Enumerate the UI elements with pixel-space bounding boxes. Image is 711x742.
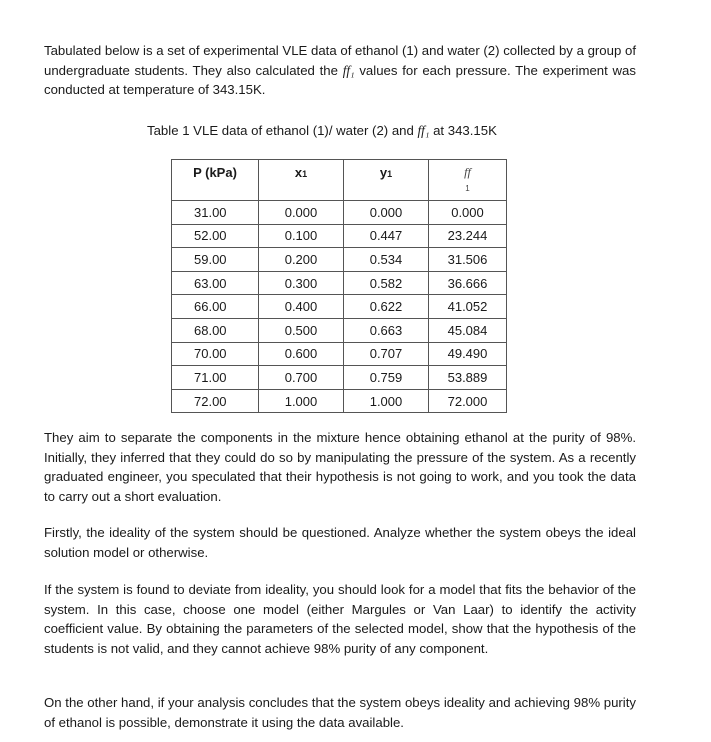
table-row	[172, 224, 507, 248]
cell-x1: 0.700	[259, 366, 344, 390]
header-y1-symbol: y	[379, 165, 388, 180]
table-row	[172, 342, 507, 366]
table-row	[172, 366, 507, 390]
cell-y1: 0.663	[344, 318, 429, 342]
cell-x1: 0.000	[259, 201, 344, 225]
cell-pressure: 52.00	[172, 224, 259, 248]
intro-text-after: values for each pressure. The experiment was conducted at temperature of 343.15K.	[44, 62, 636, 97]
table-caption	[147, 123, 497, 139]
caption-text-after: at 343.15K	[429, 123, 497, 138]
cell-pressure: 70.00	[172, 342, 259, 366]
cell-pressure: 68.00	[172, 318, 259, 342]
cell-ff1: 49.490	[429, 342, 507, 366]
caption-ff-symbol: ff₁	[417, 123, 430, 138]
cell-ff1: 23.244	[429, 224, 507, 248]
cell-pressure: 66.00	[172, 295, 259, 319]
cell-x1: 0.400	[259, 295, 344, 319]
cell-x1: 0.200	[259, 248, 344, 272]
cell-y1: 0.534	[344, 248, 429, 272]
cell-y1: 1.000	[344, 389, 429, 413]
cell-y1: 0.622	[344, 295, 429, 319]
cell-ff1: 53.889	[429, 366, 507, 390]
cell-y1: 0.582	[344, 271, 429, 295]
deviation-paragraph: If the system is found to deviate from ideality, you should look for a model that fits the behavior of the system. In this case, choose one model (either Margules or Van Laar) to identify the activity coefficient value. By obtaining the parameters of the selected model, show that the hypothesis of the students is not valid, and they cannot achieve 98% purity of any component.	[44, 582, 636, 656]
table-row	[172, 295, 507, 319]
cell-y1: 0.000	[344, 201, 429, 225]
cell-y1: 0.759	[344, 366, 429, 390]
vle-data-table	[171, 159, 507, 413]
ff-symbol: ff₁	[342, 62, 355, 78]
cell-ff1: 41.052	[429, 295, 507, 319]
cell-ff1: 72.000	[429, 389, 507, 413]
ideality-alternative-paragraph: On the other hand, if your analysis concludes that the system obeys ideality and achieving 98% purity of ethanol is possible, demonstrate it using the data available.	[44, 695, 636, 730]
header-x1-symbol: x	[294, 165, 303, 180]
header-pressure: P (kPa)	[172, 160, 259, 201]
header-ff-symbol: ff	[464, 165, 471, 179]
table-row	[172, 248, 507, 272]
cell-pressure: 59.00	[172, 248, 259, 272]
header-y1-subscript: 1	[387, 169, 393, 179]
cell-ff1: 36.666	[429, 271, 507, 295]
cell-pressure: 72.00	[172, 389, 259, 413]
cell-x1: 0.300	[259, 271, 344, 295]
cell-ff1: 0.000	[429, 201, 507, 225]
header-y1	[344, 160, 429, 201]
aim-paragraph: They aim to separate the components in the mixture hence obtaining ethanol at the purity of 98%. Initially, they inferred that they could do so by manipulating the pressure of the system. As a recently graduated engineer, you speculated that their hypothesis is not going to work, and you took the data to carry out a short evaluation.	[44, 430, 636, 504]
table-row	[172, 201, 507, 225]
cell-x1: 1.000	[259, 389, 344, 413]
cell-pressure: 63.00	[172, 271, 259, 295]
cell-x1: 0.500	[259, 318, 344, 342]
cell-x1: 0.600	[259, 342, 344, 366]
cell-y1: 0.447	[344, 224, 429, 248]
header-x1-subscript: 1	[302, 169, 308, 179]
caption-text-before: Table 1 VLE data of ethanol (1)/ water (2) and	[147, 123, 418, 138]
table-row	[172, 318, 507, 342]
intro-text-before: Tabulated below is a set of experimental VLE data of ethanol (1) and water (2) collected by a group of undergraduate students. They also calculated the	[44, 43, 636, 78]
header-ff1	[429, 160, 507, 201]
cell-pressure: 71.00	[172, 366, 259, 390]
header-x1	[259, 160, 344, 201]
ideality-paragraph: Firstly, the ideality of the system should be questioned. Analyze whether the system obeys the ideal solution model or otherwise.	[44, 525, 636, 560]
cell-ff1: 31.506	[429, 248, 507, 272]
header-ff-subscript: 1	[465, 184, 470, 193]
cell-ff1: 45.084	[429, 318, 507, 342]
intro-paragraph	[44, 41, 636, 100]
table-row	[172, 271, 507, 295]
table-row	[172, 389, 507, 413]
cell-x1: 0.100	[259, 224, 344, 248]
table-header-row	[172, 160, 507, 201]
cell-pressure: 31.00	[172, 201, 259, 225]
cell-y1: 0.707	[344, 342, 429, 366]
